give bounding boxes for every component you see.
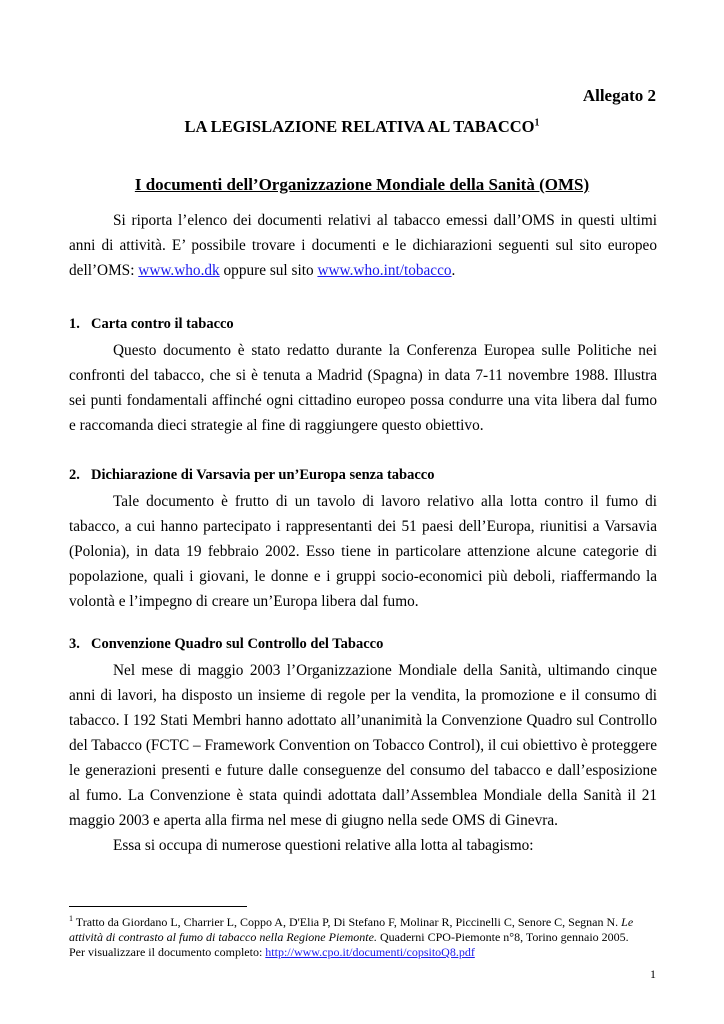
intro-paragraph <box>69 208 657 283</box>
footnote-number: 1 <box>69 914 73 923</box>
section-heading-text: Dichiarazione di Varsavia per un’Europa senza tabacco <box>91 467 435 483</box>
paragraph: Nel mese di maggio 2003 l’Organizzazione Mondiale della Sanità, ultimando cinque anni di lavori, ha disposto un insieme di regole per la vendita, la promozione e il consumo di tabacco. I 192 Stati Membri hanno adottato all’unanimità la Convenzione Quadro sul Controllo del Tabacco (FCTC – Framework Convention on Tobacco Control), il cui obiettivo è proteggere le generazioni presenti e future dalle conseguenze del consumo del tabacco e dall’esposizione al fumo. La Convenzione è stata quindi adottata dall’Assemblea Mondiale della Sanità il 21 maggio 2003 e aperta alla firma nel mese di giugno nella sede OMS di Ginevra. <box>69 662 657 829</box>
section-heading-3 <box>69 636 383 653</box>
footnote <box>69 911 659 960</box>
footnote-ref[interactable]: 1 <box>534 117 540 129</box>
link-who-int-tobacco[interactable]: www.who.int/tobacco <box>317 262 452 279</box>
paragraph: Essa si occupa di numerose questioni relative alla lotta al tabagismo: <box>113 837 534 854</box>
paragraph: Tale documento è frutto di un tavolo di lavoro relativo alla lotta contro il fumo di tabacco, a cui hanno partecipato i rappresentanti dei 51 paesi dell’Europa, riunitisi a Varsavia (Polonia), in data 19 febbraio 2002. Esso tiene in particolare attenzione alcune categorie di popolazione, quali i giovani, le donne e i gruppi socio-economici più deboli, riaffermando la volontà e l’impegno di creare un’Europa libera dal fumo. <box>69 493 657 610</box>
page-title-text: LA LEGISLAZIONE RELATIVA AL TABACCO <box>184 117 535 136</box>
section-number: 3. <box>69 636 80 652</box>
footnote-link-prefix: Per visualizzare il documento completo: <box>69 945 266 959</box>
section-heading-text: Convenzione Quadro sul Controllo del Tabacco <box>91 636 384 652</box>
intro-text-middle: oppure sul sito <box>219 262 318 279</box>
section-subtitle: I documenti dell’Organizzazione Mondiale della Sanità (OMS) <box>134 175 590 194</box>
footnote-italic-title: Le attività di contrasto al fumo di tabacco nella Regione Piemonte. <box>69 915 634 944</box>
attachment-label: Allegato 2 <box>582 86 656 105</box>
footnote-separator <box>69 906 247 907</box>
section-body-3 <box>69 658 657 858</box>
footnote-text: Tratto da Giordano L, Charrier L, Coppo A, D'Elia P, Di Stefano F, Molinar R, Piccinelli C, Senore C, Segnan N. <box>73 915 622 929</box>
page-number: 1 <box>650 967 656 981</box>
section-heading-2 <box>69 467 434 484</box>
section-number: 1. <box>69 316 80 332</box>
page-title <box>0 117 724 137</box>
intro-text-after: . <box>451 262 456 279</box>
section-body-1 <box>69 338 657 438</box>
section-heading-1 <box>69 316 234 333</box>
paragraph: Questo documento è stato redatto durante la Conferenza Europea sulle Politiche nei confronti del tabacco, che si è tenuta a Madrid (Spagna) in data 7-11 novembre 1988. Illustra sei punti fondamentali affinché ogni cittadino europeo possa condurre una vita libera dal fumo e raccomanda dieci strategie al fine di raggiungere questo obiettivo. <box>69 342 657 434</box>
section-number: 2. <box>69 467 80 483</box>
footnote-text-after: Quaderni CPO-Piemonte n°8, Torino gennaio 2005. <box>376 930 629 944</box>
intro-text-before: Si riporta l’elenco dei documenti relativi al tabacco emessi dall’OMS in questi ultimi anni di attività. E’ possibile trovare i documenti e le dichiarazioni seguenti sul sito europeo dell’OMS: <box>69 212 657 279</box>
footnote-line-2 <box>69 945 659 960</box>
link-who-dk[interactable]: www.who.dk <box>138 262 220 279</box>
link-cpo-document[interactable]: http://www.cpo.it/documenti/copsitoQ8.pdf <box>265 945 475 959</box>
section-heading-text: Carta contro il tabacco <box>91 316 234 332</box>
intro-text <box>69 208 657 283</box>
section-body-2 <box>69 489 657 614</box>
footnote-line-1 <box>69 911 659 945</box>
